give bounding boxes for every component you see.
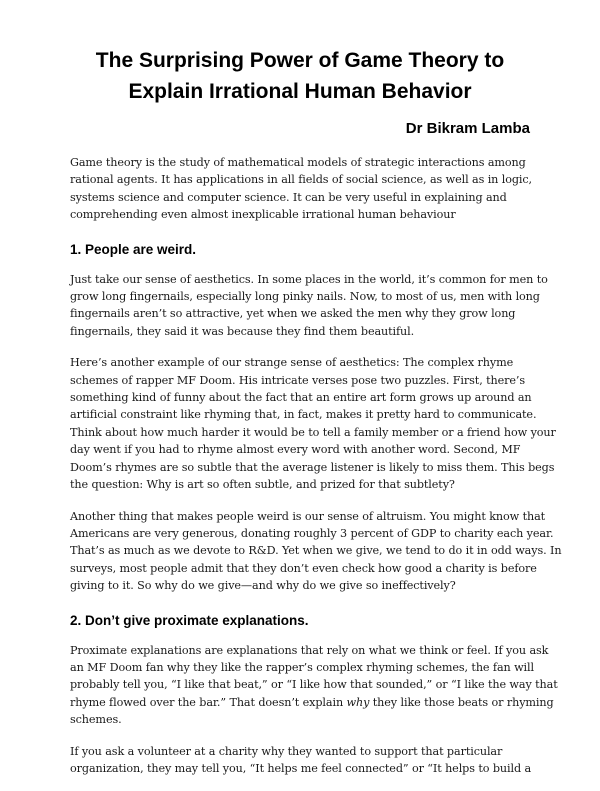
text-line: If you ask a volunteer at a charity why they wanted to support that particular [70, 744, 503, 758]
title-line: Explain Irrational Human Behavior [128, 80, 472, 103]
text-line: schemes of rapper MF Doom. His intricate verses pose two puzzles. First, there’s [70, 373, 525, 387]
text-segment: rhyme flowed over the bar.” That doesn’t explain [70, 695, 347, 709]
paragraph [70, 354, 556, 493]
text-line: Just take our sense of aesthetics. In some places in the world, it’s common for men to [70, 272, 548, 286]
section-heading: 1. People are weird. [70, 241, 197, 257]
text-line: Think about how much harder it would be to tell a family member or a friend how your [70, 425, 556, 439]
text-line: an MF Doom fan why they like the rapper’s complex rhyming schemes, the fan will [70, 660, 534, 674]
text-line: something kind of funny about the fact that an entire art form grows up around an [70, 391, 532, 405]
text-line: grow long fingernails, especially long pinky nails. Now, to most of us, men with long [70, 290, 540, 304]
text-line: rational agents. It has applications in all fields of social science, as well as in logic, [70, 173, 533, 187]
text-line: Doom’s rhymes are so subtle that the average listener is likely to miss them. This begs [70, 460, 555, 474]
paragraph [70, 642, 558, 729]
paragraph [70, 508, 562, 595]
paragraph [70, 743, 540, 778]
text-line: schemes. [70, 713, 122, 727]
author-name: Dr Bikram Lamba [405, 120, 530, 137]
text-line: artificial constraint like rhyming that, in fact, makes it pretty hard to communicate. [70, 408, 537, 422]
document-title [60, 45, 540, 107]
text-line: giving to it. So why do we give—and why do we give so ineffectively? [70, 579, 456, 593]
text-line: surveys, most people admit that they don’t even check how good a charity is before [70, 561, 537, 575]
emphasis-text: why [346, 695, 370, 709]
text-line: fingernails, they said it was because they find them beautiful. [70, 324, 415, 338]
text-line: Here’s another example of our strange sense of aesthetics: The complex rhyme [70, 356, 514, 370]
text-line: the question: Why is art so often subtle, and prized for that subtlety? [70, 478, 455, 492]
paragraph [70, 271, 548, 341]
text-line: Proximate explanations are explanations that rely on what we think or feel. If you ask [70, 643, 549, 657]
intro-paragraph [70, 154, 540, 224]
text-segment: they like those beats or rhyming [369, 695, 554, 709]
text-line: fingernails aren’t so attractive, yet when we asked the men why they grow long [70, 307, 516, 321]
text-line: organization, they may tell you, “It helps me feel connected” or “It helps to build a [70, 761, 532, 775]
title-line: The Surprising Power of Game Theory to [95, 49, 505, 72]
text-line: Game theory is the study of mathematical models of strategic interactions among [70, 156, 526, 169]
text-line: Another thing that makes people weird is our sense of altruism. You might know that [70, 509, 546, 523]
text-line: Americans are very generous, donating roughly 3 percent of GDP to charity each year. [70, 526, 554, 540]
text-line: comprehending even almost inexplicable irrational human behaviour [70, 208, 456, 222]
text-line: That’s as much as we devote to R&D. Yet when we give, we tend to do it in odd ways. In [70, 544, 562, 558]
section-heading: 2. Don’t give proximate explanations. [70, 612, 309, 628]
document-body [70, 154, 562, 791]
text-line: systems science and computer science. It can be very useful in explaining and [70, 190, 507, 204]
text-line [70, 694, 554, 711]
text-line: probably tell you, “I like that beat,” or “I like how that sounded,” or “I like the way that [70, 678, 558, 692]
text-line: day went if you had to rhyme almost every word with another word. Second, MF [70, 443, 521, 457]
